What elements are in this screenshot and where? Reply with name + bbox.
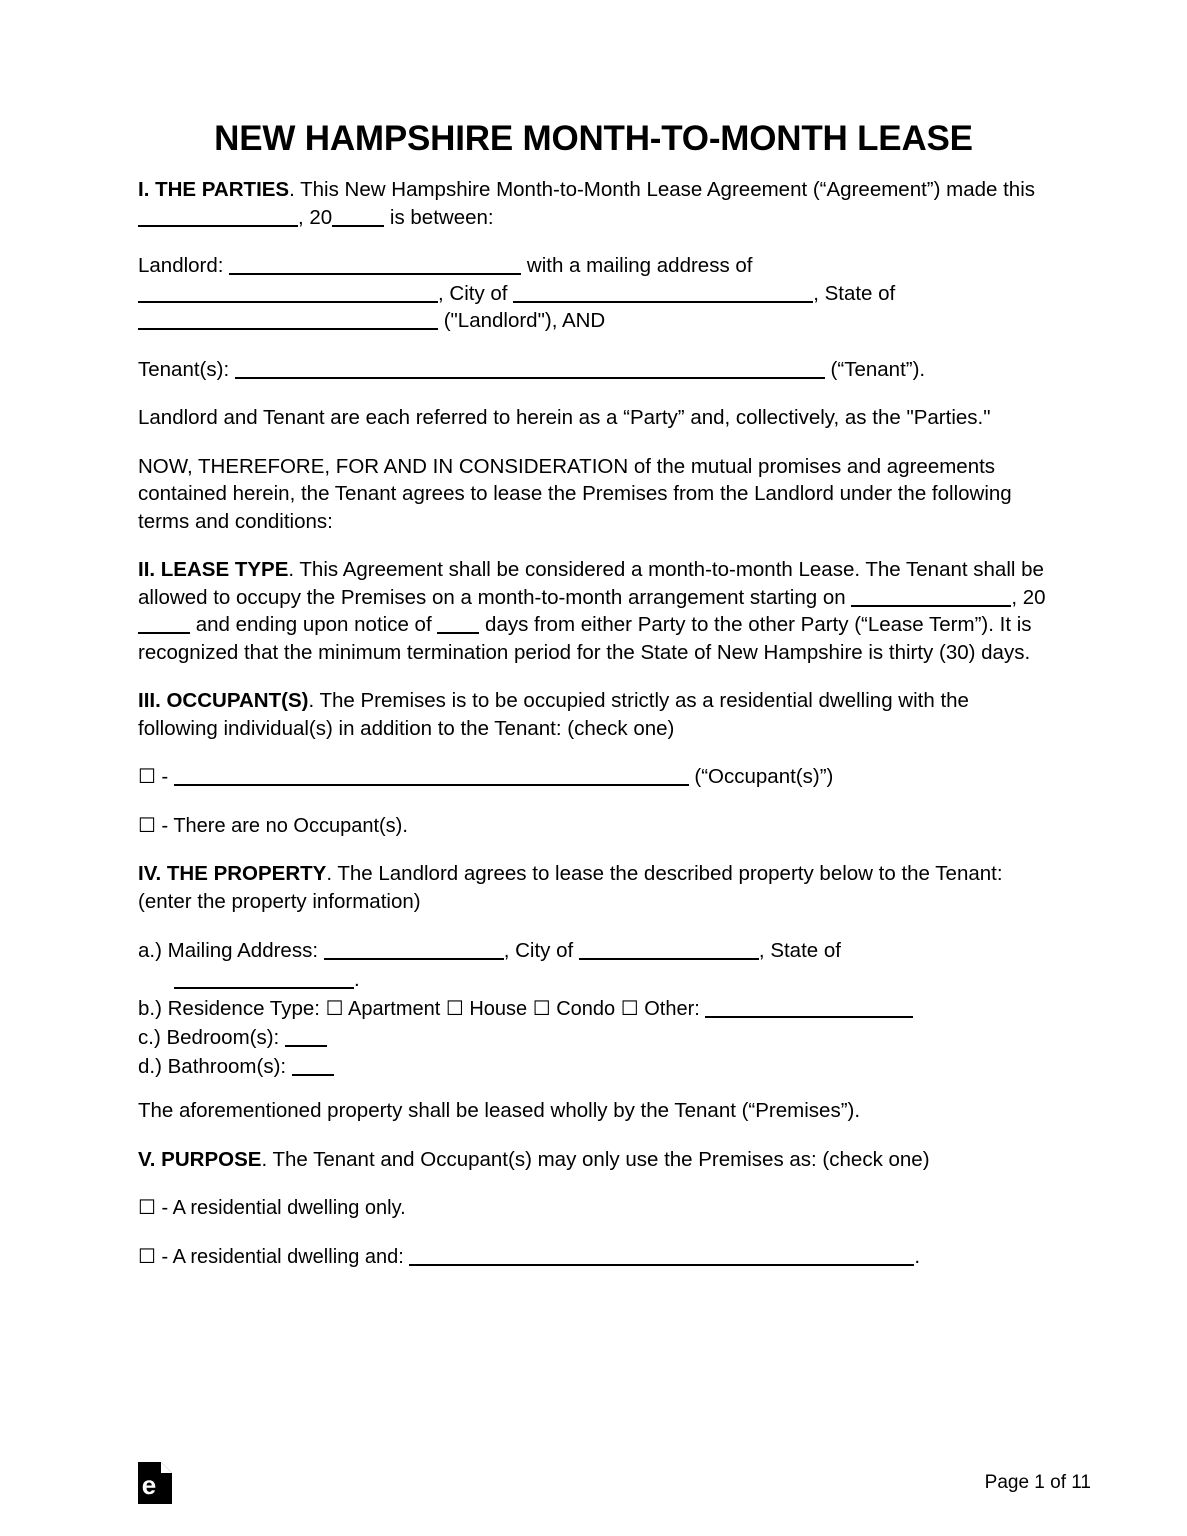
landlord-closing: ("Landlord"), AND (438, 309, 606, 332)
purpose-option-residential-and (138, 1243, 1054, 1271)
section-heading-property: IV. THE PROPERTY (138, 862, 327, 885)
property-bedrooms-blank[interactable] (285, 1028, 327, 1047)
property-item-b (138, 994, 1054, 1023)
section-heading-lease-type: II. LEASE TYPE (138, 558, 289, 581)
landlord-block (138, 252, 1054, 335)
checkbox-purpose-residential-and[interactable]: ☐ - A residential dwelling and: (138, 1245, 410, 1268)
landlord-city-blank[interactable] (513, 284, 813, 303)
property-text-1: . The Landlord agrees to lease the described property below to the Tenant: (enter the property information) (138, 862, 1003, 913)
property-other-type-blank[interactable] (705, 999, 913, 1018)
checkbox-residence-apartment[interactable]: ☐ Apartment (325, 998, 446, 1020)
tenant-label: Tenant(s): (138, 357, 235, 381)
section-parties-intro (138, 176, 1054, 231)
property-item-a-end: . (354, 968, 360, 991)
section-heading-occupants: III. OCCUPANT(S) (138, 689, 309, 712)
section-heading-purpose: V. PURPOSE (138, 1147, 262, 1171)
lease-start-year-blank[interactable] (138, 615, 190, 634)
landlord-address-blank[interactable] (138, 284, 438, 303)
checkbox-occupants-none[interactable]: ☐ - There are no Occupant(s). (138, 814, 408, 837)
checkbox-occupants-named[interactable]: ☐ - (138, 766, 174, 788)
section-heading-parties: I. THE PARTIES (138, 178, 290, 201)
purpose-option-residential-only (138, 1194, 1054, 1222)
tenant-block (138, 356, 1054, 384)
lease-type-text-3: and ending upon notice of (190, 613, 438, 636)
lease-type-text-1: . This Agreement shall be considered a month-to-month Lease. The Tenant shall be allowed to occupy the Premises on a month-to-month arrangement starting on (138, 558, 1044, 609)
page-footer (138, 1462, 1091, 1522)
property-state-blank[interactable] (174, 970, 354, 989)
lease-type-text-2: , 20 (1011, 585, 1046, 609)
svg-text:e: e (141, 1470, 157, 1500)
property-item-a-city: , City of (503, 939, 579, 962)
section-occupants (138, 687, 1054, 742)
property-item-b-label: b.) Residence Type: (138, 997, 326, 1020)
occupants-names-blank[interactable] (174, 767, 689, 786)
spacer (138, 1081, 1054, 1097)
landlord-state-blank[interactable] (138, 311, 438, 330)
page-title: NEW HAMPSHIRE MONTH-TO-MONTH LEASE (214, 119, 973, 159)
property-bathrooms-blank[interactable] (292, 1057, 334, 1076)
checkbox-residence-other[interactable]: ☐ Other: (620, 998, 706, 1020)
property-address-blank[interactable] (324, 941, 504, 960)
property-item-d (138, 1052, 1054, 1081)
section-property (138, 860, 1054, 915)
tenant-name-blank[interactable] (235, 360, 825, 379)
lease-notice-days-blank[interactable] (437, 615, 479, 634)
property-item-a (138, 936, 1054, 994)
party-definition: Landlord and Tenant are each referred to herein as a “Party” and, collectively, as the "Parties." (138, 406, 991, 429)
page-number-label: Page 1 of 11 (984, 1472, 1091, 1493)
purpose-other-use-blank[interactable] (409, 1247, 914, 1266)
occupants-option-named (138, 763, 1054, 791)
parties-date-blank[interactable] (138, 208, 298, 227)
property-item-c (138, 1023, 1054, 1052)
parties-text-1: . This New Hampshire Month-to-Month Lease Agreement (“Agreement”) made this (289, 178, 1036, 201)
checkbox-residence-house[interactable]: ☐ House (445, 998, 533, 1020)
property-city-blank[interactable] (579, 941, 759, 960)
document-body (138, 176, 1054, 1291)
landlord-state-sep: , State of (813, 281, 896, 305)
landlord-label: Landlord: (138, 254, 230, 277)
landlord-city-sep: , City of (438, 281, 514, 305)
section-purpose (138, 1146, 1054, 1174)
parties-year-blank[interactable] (332, 208, 384, 227)
purpose-text-1: . The Tenant and Occupant(s) may only use the Premises as: (check one) (261, 1147, 930, 1171)
occupants-option-1-suffix: (“Occupant(s)”) (688, 765, 834, 788)
parties-text-3: is between: (384, 205, 494, 229)
property-item-c-label: c.) Bedroom(s): (138, 1026, 285, 1049)
property-item-d-label: d.) Bathroom(s): (138, 1055, 292, 1078)
parties-text-2: , 20 (298, 205, 333, 229)
property-item-a-state: , State of (758, 939, 841, 962)
checkbox-purpose-residential-only[interactable]: ☐ - A residential dwelling only. (138, 1197, 406, 1219)
purpose-option-2-suffix: . (914, 1244, 921, 1268)
occupants-option-none (138, 812, 1054, 840)
property-item-a-label: a.) Mailing Address: (138, 939, 324, 962)
lease-start-date-blank[interactable] (851, 588, 1011, 607)
lease-type-text-4: days from either Party to the other Party (“Lease Term”). It is recognized that the minimum termination period for the State of New Hampshire is thirty (30) days. (138, 613, 1032, 664)
consideration-paragraph: NOW, THEREFORE, FOR AND IN CONSIDERATION of the mutual promises and agreements contained herein, the Tenant agrees to lease the Premises from the Landlord under the following terms and conditions: (138, 454, 1012, 533)
landlord-name-blank[interactable] (229, 256, 521, 275)
landlord-mailing-text: with a mailing address of (521, 254, 753, 277)
occupants-text-1: . The Premises is to be occupied strictly as a residential dwelling with the following individual(s) in addition to the Tenant: (check one) (138, 689, 969, 740)
property-closing: The aforementioned property shall be leased wholly by the Tenant (“Premises”). (138, 1099, 861, 1122)
checkbox-residence-condo[interactable]: ☐ Condo (532, 998, 621, 1020)
tenant-closing: (“Tenant”). (824, 357, 926, 381)
eforms-logo-icon (138, 1462, 172, 1504)
section-lease-type (138, 556, 1054, 666)
